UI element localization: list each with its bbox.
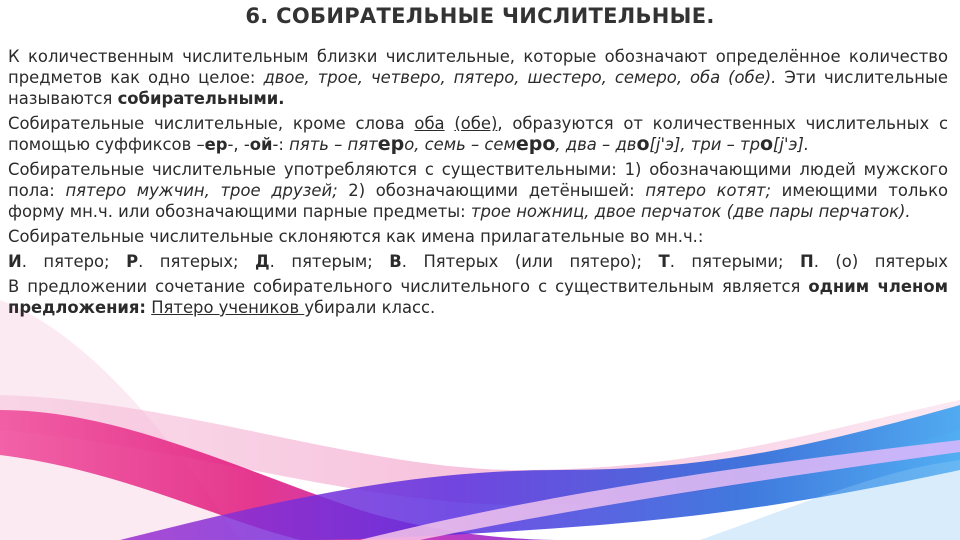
case-item — [126, 252, 239, 271]
text-span: В предложении сочетание собирательного числительного с существительным является — [8, 277, 809, 296]
case-item — [389, 252, 642, 271]
case-letter: Т — [658, 252, 670, 271]
text-span: -, - — [227, 135, 250, 154]
paragraph-usage — [8, 159, 948, 222]
highlighted-suffix: о — [759, 133, 774, 155]
text-span: К количественным числительным близки числительные, которые обозначают определённое количество предметов как одно целое: — [8, 47, 948, 87]
paragraph-definition — [8, 46, 948, 109]
case-form: . Пятерых (или пятеро); — [401, 252, 643, 271]
italic-example: [j'э]. — [773, 135, 810, 154]
slide-title: 6. СОБИРАТЕЛЬНЫЕ ЧИСЛИТЕЛЬНЫЕ. — [245, 4, 715, 28]
underlined-phrase: Пятеро учеников — [151, 298, 305, 317]
paragraph-formation — [8, 113, 948, 155]
bold-suffix: ой — [249, 135, 273, 154]
bold-suffix: ер — [204, 135, 228, 154]
case-letter: П — [800, 252, 814, 271]
text-span: , образуются от количественных числительных с помощью суффиксов – — [8, 114, 948, 154]
italic-example: пять – пят — [289, 135, 378, 154]
paragraph-declension — [8, 226, 948, 247]
paragraph-syntax — [8, 276, 948, 318]
highlighted-suffix: о — [636, 133, 650, 155]
text-span: -: — [272, 135, 290, 154]
case-form: . пятерых; — [138, 252, 239, 271]
slide-body — [8, 46, 948, 322]
case-form: . пятерыми; — [669, 252, 784, 271]
case-item — [8, 252, 110, 271]
italic-example: пятеро котят; — [645, 181, 772, 200]
case-form: . пятеро; — [21, 252, 110, 271]
case-item — [659, 252, 784, 271]
bold-term: одним членом предложения: — [8, 277, 948, 317]
case-letter: И — [8, 252, 22, 271]
highlighted-suffix: еро — [515, 133, 556, 155]
text-span: убирали класс. — [304, 298, 436, 317]
case-letter: Р — [126, 252, 139, 271]
text-span: 2) обозначающими детёнышей: — [337, 181, 646, 200]
italic-example: [j'э], три – тр — [649, 135, 760, 154]
case-form: . пятерым; — [269, 252, 373, 271]
case-letter: В — [389, 252, 402, 271]
italic-example: , два – дв — [555, 135, 637, 154]
case-item — [255, 252, 373, 271]
text-span: Эти числительные называются — [8, 68, 948, 108]
text-span: Собирательные числительные склоняются как имена прилагательные во мн.ч.: — [8, 227, 704, 246]
underlined-word: (обе) — [454, 114, 498, 133]
text-span: Собирательные числительные, кроме слова — [8, 114, 415, 133]
text-span — [445, 114, 455, 133]
highlighted-suffix: ер — [377, 133, 405, 155]
italic-example: о, семь – сем — [404, 135, 516, 154]
underlined-word: оба — [414, 114, 445, 133]
case-list — [8, 251, 948, 272]
italic-example: трое ножниц, двое перчаток (две пары перчаток). — [470, 202, 911, 221]
italic-examples: двое, трое, четверо, пятеро, шестеро, семеро, оба (обе). — [263, 68, 777, 87]
case-form: . (о) пятерых — [813, 252, 948, 271]
text-span: имеющими только форму мн.ч. или обозначающими парные предметы: — [8, 181, 948, 221]
case-letter: Д — [255, 252, 270, 271]
italic-example: пятеро мужчин, трое друзей; — [65, 181, 338, 200]
text-span: Собирательные числительные употребляются с существительными: 1) обозначающими людей мужского пола: — [8, 160, 948, 200]
bold-term: собирательными. — [117, 89, 285, 108]
case-item — [800, 252, 948, 271]
